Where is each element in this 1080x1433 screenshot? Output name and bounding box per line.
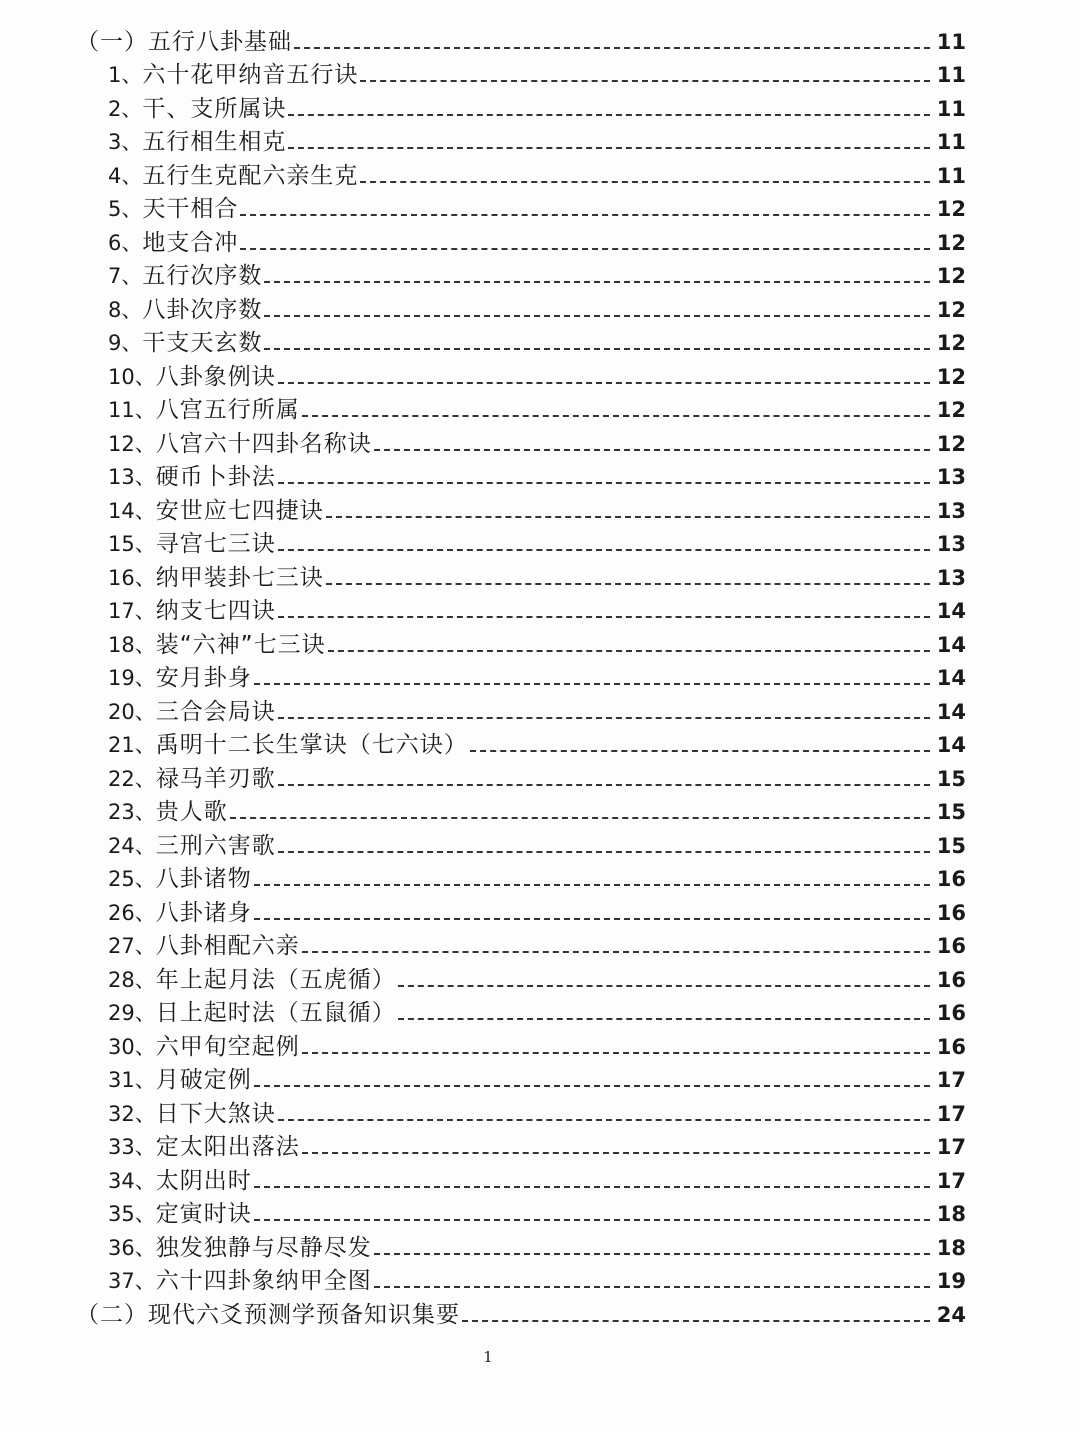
toc-item-number: 19、 <box>108 666 156 690</box>
toc-page-number: 17 <box>936 1168 966 1193</box>
toc-item-number: 29、 <box>108 1001 156 1025</box>
toc-item-title: 禹明十二长生掌诀（七六诀） <box>155 732 468 758</box>
toc-item-title: 六甲旬空起例 <box>155 1033 300 1060</box>
toc-page-number: 18 <box>936 1202 966 1226</box>
toc-item-row <box>76 994 966 1028</box>
toc-page-number: 12 <box>936 230 966 255</box>
toc-item-number: 22、 <box>108 766 156 791</box>
toc-page-number: 11 <box>936 96 966 121</box>
toc-item-number: 8、 <box>108 297 143 322</box>
toc-item-row <box>76 1228 966 1262</box>
dot-leader <box>302 951 930 953</box>
toc-page-number: 15 <box>936 833 966 858</box>
toc-item-title: 干、支所属诀 <box>142 95 287 122</box>
toc-page-number: 12 <box>936 431 966 456</box>
toc-item-row <box>76 692 966 726</box>
toc-item-number: 35、 <box>108 1202 156 1226</box>
dot-leader <box>230 817 930 819</box>
toc-item-title: 天干相合 <box>142 196 239 222</box>
toc-item-title: 八卦诸物 <box>155 866 252 892</box>
toc-item-title: 六十四卦象纳甲全图 <box>155 1268 372 1294</box>
toc-page-number: 16 <box>936 1001 966 1025</box>
toc-page-number: 11 <box>936 29 966 54</box>
dot-leader <box>254 918 930 920</box>
toc-item-number: 37、 <box>108 1269 156 1293</box>
toc-item-title: 禄马羊刃歌 <box>155 765 276 792</box>
toc-section-row <box>76 22 966 56</box>
toc-item-title: 地支合冲 <box>142 229 239 256</box>
toc-item-title: 安世应七四捷诀 <box>155 497 324 524</box>
toc-item-title: 八宫六十四卦名称诀 <box>155 430 372 457</box>
toc-item-number: 5、 <box>108 197 143 221</box>
toc-section-row <box>76 1295 966 1329</box>
toc-item-title: 硬币卜卦法 <box>155 464 276 490</box>
toc-item-number: 2、 <box>108 96 143 121</box>
dot-leader <box>302 415 930 417</box>
toc-item-title: 安月卦身 <box>155 665 252 691</box>
toc-page-number: 12 <box>936 398 966 422</box>
toc-item-number: 7、 <box>108 264 143 288</box>
dot-leader <box>360 80 930 82</box>
toc-item-title: 八宫五行所属 <box>155 397 300 423</box>
toc-item-number: 33、 <box>108 1135 156 1159</box>
dot-leader <box>254 683 930 685</box>
toc-item-title: 干支天玄数 <box>142 330 263 356</box>
toc-item-title: 八卦次序数 <box>142 296 263 323</box>
dot-leader <box>240 214 930 216</box>
toc-item-row <box>76 89 966 123</box>
toc-page-number: 14 <box>936 666 966 690</box>
toc-item-number: 34、 <box>108 1168 156 1193</box>
toc-item-row <box>76 659 966 693</box>
toc-item-row <box>76 357 966 391</box>
toc-item-number: 3、 <box>108 130 143 154</box>
dot-leader <box>302 1152 930 1154</box>
toc-page-number: 17 <box>936 1135 966 1159</box>
dot-leader <box>328 650 930 652</box>
toc-item-number: 13、 <box>108 465 156 489</box>
toc-item-number: 15、 <box>108 532 156 556</box>
toc-section-title: （一）五行八卦基础 <box>76 28 292 55</box>
dot-leader <box>398 985 930 987</box>
dot-leader <box>326 516 930 518</box>
toc-item-number: 14、 <box>108 498 156 523</box>
dot-leader <box>254 1186 930 1188</box>
toc-page-number: 16 <box>936 1034 966 1059</box>
toc-item-row <box>76 1027 966 1061</box>
toc-item-row <box>76 458 966 492</box>
toc-item-row <box>76 592 966 626</box>
toc-item-title: 定太阳出落法 <box>155 1134 300 1160</box>
toc-item-number: 9、 <box>108 331 143 355</box>
toc-item-number: 24、 <box>108 833 156 858</box>
toc-item-title: 独发独静与尽静尽发 <box>155 1234 372 1261</box>
toc-item-title: 日上起时法（五鼠循） <box>155 1000 396 1026</box>
toc-page-number: 17 <box>936 1068 966 1092</box>
toc-page-number: 15 <box>936 766 966 791</box>
toc-page-number: 16 <box>936 967 966 992</box>
toc-page-number: 14 <box>936 632 966 657</box>
toc-item-row <box>76 1061 966 1095</box>
toc-item-row <box>76 324 966 358</box>
toc-item-title: 太阴出时 <box>155 1167 252 1194</box>
toc-item-title: 贵人歌 <box>155 799 228 825</box>
dot-leader <box>254 884 930 886</box>
toc-page-number: 16 <box>936 867 966 891</box>
toc-item-row <box>76 257 966 291</box>
toc-item-title: 三刑六害歌 <box>155 832 276 859</box>
dot-leader <box>278 482 930 484</box>
toc-item-number: 16、 <box>108 565 156 590</box>
dot-leader <box>264 281 930 283</box>
toc-item-number: 11、 <box>108 398 156 422</box>
toc-item-row <box>76 759 966 793</box>
dot-leader <box>288 114 930 116</box>
toc-page-number: 13 <box>936 565 966 590</box>
dot-leader <box>302 1052 930 1054</box>
toc-item-title: 寻宫七三诀 <box>155 531 276 557</box>
toc-item-title: 纳支七四诀 <box>155 598 276 624</box>
dot-leader <box>278 717 930 719</box>
toc-page-number: 13 <box>936 532 966 556</box>
toc-item-title: 定寅时诀 <box>155 1201 252 1227</box>
toc-page-number: 18 <box>936 1235 966 1260</box>
dot-leader <box>240 248 930 250</box>
dot-leader <box>398 1018 930 1020</box>
toc-section-title: （二）现代六爻预测学预备知识集要 <box>76 1301 460 1328</box>
toc-item-title: 纳甲装卦七三诀 <box>155 564 324 591</box>
toc-item-title: 六十花甲纳音五行诀 <box>142 62 359 88</box>
dot-leader <box>294 47 930 49</box>
dot-leader <box>264 315 930 317</box>
toc-page-number: 12 <box>936 264 966 288</box>
toc-item-row <box>76 223 966 257</box>
table-of-contents <box>76 22 966 1329</box>
toc-page-number: 13 <box>936 498 966 523</box>
toc-item-number: 32、 <box>108 1101 156 1126</box>
toc-item-number: 27、 <box>108 934 156 958</box>
toc-item-row <box>76 793 966 827</box>
toc-item-row <box>76 893 966 927</box>
toc-page-number: 14 <box>936 733 966 757</box>
toc-page-number: 15 <box>936 800 966 824</box>
toc-item-number: 1、 <box>108 63 143 87</box>
toc-page-number: 17 <box>936 1101 966 1126</box>
toc-item-number: 18、 <box>108 632 156 657</box>
dot-leader <box>360 181 930 183</box>
toc-item-number: 28、 <box>108 967 156 992</box>
toc-item-number: 23、 <box>108 800 156 824</box>
toc-item-row <box>76 625 966 659</box>
page-number-footer: 1 <box>483 1348 493 1366</box>
toc-page-number: 11 <box>936 63 966 87</box>
toc-item-row <box>76 1262 966 1296</box>
toc-page-number: 19 <box>936 1269 966 1293</box>
toc-item-number: 26、 <box>108 900 156 925</box>
dot-leader <box>254 1219 930 1221</box>
dot-leader <box>278 784 930 786</box>
toc-item-row <box>76 558 966 592</box>
dot-leader <box>374 1286 930 1288</box>
toc-item-row <box>76 424 966 458</box>
dot-leader <box>278 1119 930 1121</box>
toc-item-number: 21、 <box>108 733 156 757</box>
toc-item-title: 月破定例 <box>155 1067 252 1093</box>
toc-item-title: 八卦相配六亲 <box>155 933 300 959</box>
toc-item-row <box>76 1128 966 1162</box>
toc-item-title: 五行生克配六亲生克 <box>142 162 359 189</box>
toc-item-title: 装“六神”七三诀 <box>155 631 326 658</box>
dot-leader <box>288 147 930 149</box>
toc-item-row <box>76 56 966 90</box>
toc-item-title: 五行相生相克 <box>142 129 287 155</box>
toc-item-row <box>76 826 966 860</box>
toc-page-number: 12 <box>936 297 966 322</box>
dot-leader <box>278 851 930 853</box>
toc-item-row <box>76 1161 966 1195</box>
toc-item-row <box>76 525 966 559</box>
dot-leader <box>374 1253 930 1255</box>
dot-leader <box>278 616 930 618</box>
toc-item-row <box>76 156 966 190</box>
dot-leader <box>264 348 930 350</box>
toc-item-row <box>76 1195 966 1229</box>
dot-leader <box>374 449 930 451</box>
toc-item-row <box>76 1094 966 1128</box>
toc-item-number: 31、 <box>108 1068 156 1092</box>
toc-item-title: 八卦诸身 <box>155 899 252 926</box>
toc-item-number: 20、 <box>108 699 156 724</box>
toc-item-row <box>76 190 966 224</box>
toc-item-number: 25、 <box>108 867 156 891</box>
dot-leader <box>462 1320 930 1322</box>
dot-leader <box>278 382 930 384</box>
toc-page-number: 16 <box>936 900 966 925</box>
toc-page-number: 11 <box>936 163 966 188</box>
toc-item-row <box>76 290 966 324</box>
toc-item-number: 4、 <box>108 163 143 188</box>
toc-page-number: 12 <box>936 197 966 221</box>
toc-item-number: 12、 <box>108 431 156 456</box>
dot-leader <box>326 583 930 585</box>
toc-item-row <box>76 491 966 525</box>
dot-leader <box>470 750 930 752</box>
toc-item-row <box>76 726 966 760</box>
toc-item-number: 10、 <box>108 364 156 389</box>
toc-page-number: 16 <box>936 934 966 958</box>
toc-item-title: 八卦象例诀 <box>155 363 276 390</box>
toc-page-number: 11 <box>936 130 966 154</box>
toc-item-title: 五行次序数 <box>142 263 263 289</box>
dot-leader <box>254 1085 930 1087</box>
toc-page-number: 12 <box>936 364 966 389</box>
toc-item-number: 30、 <box>108 1034 156 1059</box>
toc-page-number: 24 <box>936 1302 966 1327</box>
toc-item-row <box>76 123 966 157</box>
toc-item-number: 6、 <box>108 230 143 255</box>
toc-page-number: 14 <box>936 699 966 724</box>
toc-item-row <box>76 927 966 961</box>
toc-item-title: 日下大煞诀 <box>155 1100 276 1127</box>
toc-item-row <box>76 860 966 894</box>
dot-leader <box>278 549 930 551</box>
toc-page-number: 14 <box>936 599 966 623</box>
toc-item-title: 年上起月法（五虎循） <box>155 966 396 993</box>
toc-page-number: 12 <box>936 331 966 355</box>
toc-item-number: 36、 <box>108 1235 156 1260</box>
toc-page-number: 13 <box>936 465 966 489</box>
toc-item-row <box>76 960 966 994</box>
toc-item-number: 17、 <box>108 599 156 623</box>
toc-item-row <box>76 391 966 425</box>
toc-item-title: 三合会局诀 <box>155 698 276 725</box>
